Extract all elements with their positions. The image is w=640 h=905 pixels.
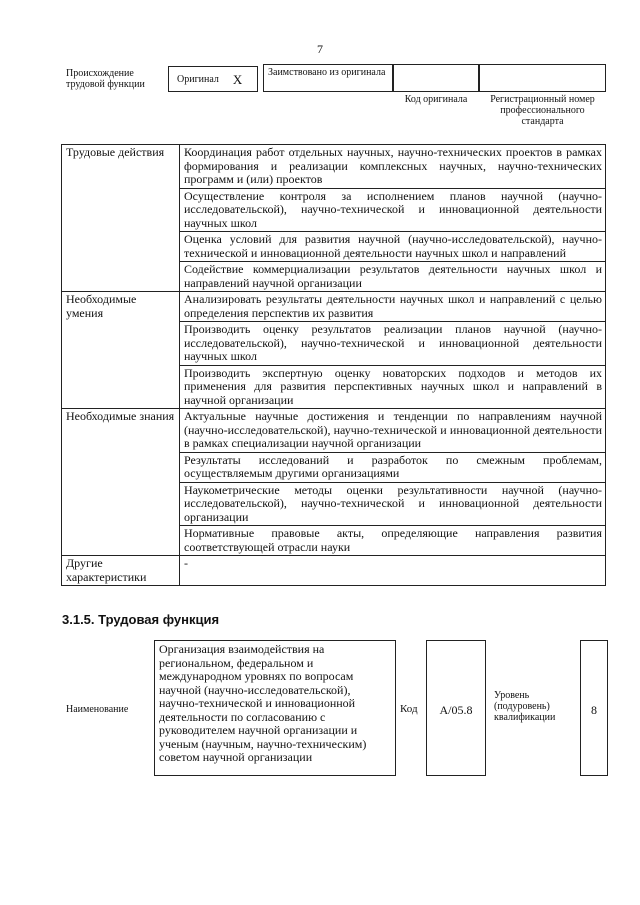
table-cell: Производить оценку результатов реализации планов научной (научно-исследовательской), научно-технической и инновационной деятельности научных школ: [180, 322, 606, 366]
table-row: [62, 409, 606, 453]
table-cell: Нормативные правовые акты, определяющие направления развития соответствующей отрасли науки: [180, 526, 606, 556]
row-label: Необходимые умения: [62, 292, 180, 409]
original-box: [168, 66, 258, 92]
code-box: [426, 640, 486, 776]
table-cell: Актуальные научные достижения и тенденции по направлениям научной (научно-исследовательской), научно-технической и инновационной деятельности в рамках специализации научной организации: [180, 409, 606, 453]
level-box: [580, 640, 608, 776]
table-cell: Координация работ отдельных научных, научно-технических проектов в рамках формирования и реализации комплексных научных, научно-технических программ и (или) проектов: [180, 145, 606, 189]
page-number: 7: [317, 42, 323, 56]
original-mark: X: [232, 71, 243, 87]
name-label: Наименование: [66, 704, 129, 715]
row-label: Необходимые знания: [62, 409, 180, 556]
table-cell: Содействие коммерциализации результатов деятельности научных школ и направлений научной организации: [180, 262, 606, 292]
original-label: Оригинал: [177, 73, 219, 85]
borrowed-box: [263, 64, 393, 92]
origin-label: Происхождение трудовой функции: [66, 68, 145, 90]
table-cell: Осуществление контроля за исполнением планов научной (научно-исследовательской), научно-технической и инновационной деятельности научных школ: [180, 188, 606, 232]
level-value: 8: [591, 703, 597, 717]
table-cell: Производить экспертную оценку новаторских подходов и методов их применения для развития перспективных научных школ и направлений в научной организации: [180, 365, 606, 409]
table-cell: Оценка условий для развития научной (научно-исследовательской), научно-технической и инновационной деятельности научных школ и направлений: [180, 232, 606, 262]
table-cell: Результаты исследований и разработок по смежным проблемам, осуществляемым другими организациями: [180, 452, 606, 482]
section-title: 3.1.5. Трудовая функция: [62, 612, 220, 627]
table-row: [62, 145, 606, 189]
table-cell: -: [180, 556, 606, 586]
level-label: Уровень (подуровень) квалификации: [494, 690, 556, 723]
table-row: [62, 292, 606, 322]
row-label: Трудовые действия: [62, 145, 180, 292]
table-cell: Наукометрические методы оценки результативности научной (научно-исследовательской), научно-технической и инновационной деятельности организации: [180, 482, 606, 526]
original-code-caption: Код оригинала: [404, 94, 468, 105]
code-value: A/05.8: [439, 703, 473, 717]
function-name-box: [154, 640, 396, 776]
table-cell: Анализировать результаты деятельности научных школ и направлений с целью определения перспектив их развития: [180, 292, 606, 322]
original-code-box: [393, 64, 479, 92]
function-name: Организация взаимодействия на региональном, федеральном и международном уровнях по вопросам научной (научно-исследовательской), научно-технической и инновационной деятельности по согласованию с руководителем научной организации и ученым (научным, научно-техническим) советом научной организации: [159, 642, 367, 764]
registration-number-caption: Регистрационный номер профессионального стандарта: [490, 94, 595, 127]
labor-function-table: [61, 144, 606, 586]
borrowed-label: Заимствовано из оригинала: [268, 67, 386, 78]
table-row: [62, 556, 606, 586]
registration-number-box: [479, 64, 606, 92]
code-label: Код: [400, 703, 418, 715]
row-label: Другие характеристики: [62, 556, 180, 586]
